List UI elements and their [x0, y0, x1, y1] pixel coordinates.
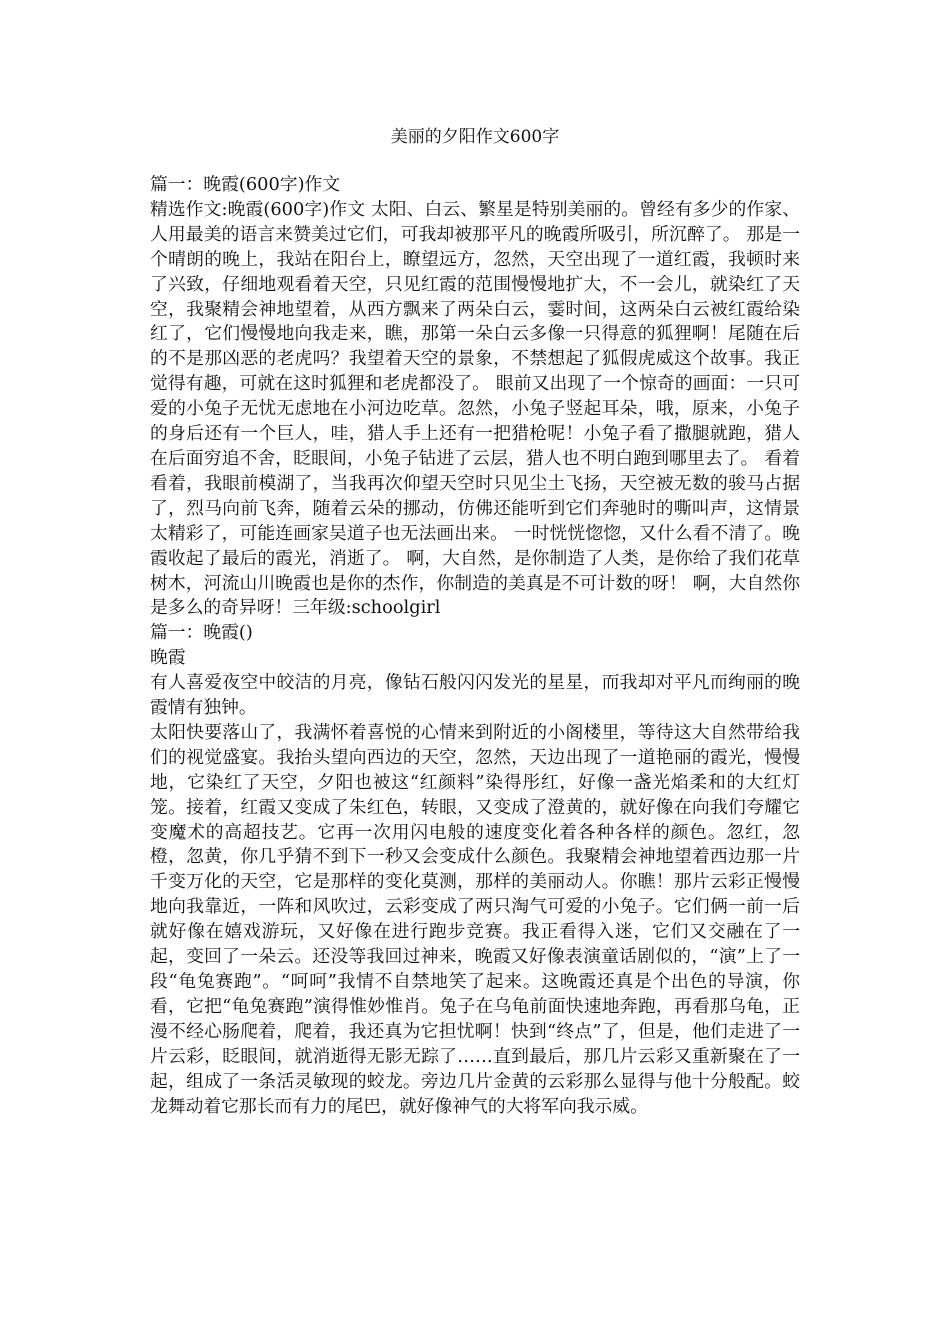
- document-title: 美丽的夕阳作文600字: [390, 127, 560, 147]
- section-heading: 篇一：晚霞(): [150, 622, 253, 644]
- essay-title: 晚霞: [150, 647, 186, 669]
- body-paragraph: 有人喜爱夜空中皎洁的月亮，像钻石般闪闪发光的星星，而我却对平凡而绚丽的晚霞情有独钟。: [150, 672, 800, 719]
- body-paragraph: 精选作文:晚霞(600字)作文 太阳、白云、繁星是特别美丽的。曾经有多少的作家、人用最美的语言来赞美过它们，可我却被那平凡的晚霞所吸引，所沉醉了。 那是一个晴朗的晚上，我站在阳台上，瞭望远方，忽然，天空出现了一道红霞，我顿时来了兴致，仔细地观看着天空，只见红霞的范围慢慢地扩大，不一会儿，就染红了天空，我聚精会神地望着，从西方飘来了两朵白云，霎时间，这两朵白云被红霞给染红了，它们慢慢地向我走来，瞧，那第一朵白云多像一只得意的狐狸啊！尾随在后的不是那凶恶的老虎吗？我望着天空的景象，不禁想起了狐假虎威这个故事。我正觉得有趣，可就在这时狐狸和老虎都没了。 眼前又出现了一个惊奇的画面：一只可爱的小兔子无忧无虑地在小河边吃草。忽然，小兔子竖起耳朵，哦，原来，小兔子的身后还有一个巨人，哇，猎人手上还有一把猎枪呢！小兔子看了撒腿就跑，猎人在后面穷追不舍，眨眼间，小兔子钻进了云层，猎人也不明白跑到哪里去了。 看着看着，我眼前模湖了，当我再次仰望天空时只见尘土飞扬，天空被无数的骏马占据了，烈马向前飞奔，随着云朵的挪动，仿佛还能听到它们奔驰时的嘶叫声，这情景太精彩了，可能连画家吴道子也无法画出来。 一时恍恍惚惚，又什么看不清了。晚霞收起了最后的霞光，消逝了。 啊，大自然，是你制造了人类，是你给了我们花草树木，河流山川晚霞也是你的杰作，你制造的美真是不可计数的呀！ 啊，大自然你是多么的奇异呀！三年级:schoolgirl: [150, 198, 800, 619]
- section-heading: 篇一：晚霞(600字)作文: [150, 174, 341, 195]
- document-body: [150, 173, 800, 1119]
- body-paragraph: 太阳快要落山了，我满怀着喜悦的心情来到附近的小阁楼里，等待这大自然带给我们的视觉盛宴。我抬头望向西边的天空，忽然，天边出现了一道艳丽的霞光，慢慢地，它染红了天空，夕阳也被这“红颜料”染得彤红，好像一盏光焰柔和的大红灯笼。接着，红霞又变成了朱红色，转眼，又变成了澄黄的，就好像在向我们夸耀它变魔术的高超技艺。它再一次用闪电般的速度变化着各种各样的颜色。忽红，忽橙，忽黄，你几乎猜不到下一秒又会变成什么颜色。我聚精会神地望着西边那一片千变万化的天空，它是那样的变化莫测，那样的美丽动人。你瞧！那片云彩正慢慢地向我靠近，一阵和风吹过，云彩变成了两只淘气可爱的小兔子。它们俩一前一后就好像在嬉戏游玩，又好像在进行跑步竞赛。我正看得入迷，它们又交融在了一起，变回了一朵云。还没等我回过神来，晚霞又好像表演童话剧似的，“演”上了一段“龟兔赛跑”。“呵呵”我情不自禁地笑了起来。这晚霞还真是个出色的导演，你看，它把“龟兔赛跑”演得惟妙惟肖。兔子在乌龟前面快速地奔跑，再看那乌龟，正漫不经心肠爬着，爬着，我还真为它担忧啊！快到“终点”了，但是，他们走进了一片云彩，眨眼间，就消逝得无影无踪了……直到最后，那几片云彩又重新聚在了一起，组成了一条活灵敏现的蛟龙。旁边几片金黄的云彩那么显得与他十分般配。蛟龙舞动着它那长而有力的尾巴，就好像神气的大将军向我示威。: [150, 721, 800, 1117]
